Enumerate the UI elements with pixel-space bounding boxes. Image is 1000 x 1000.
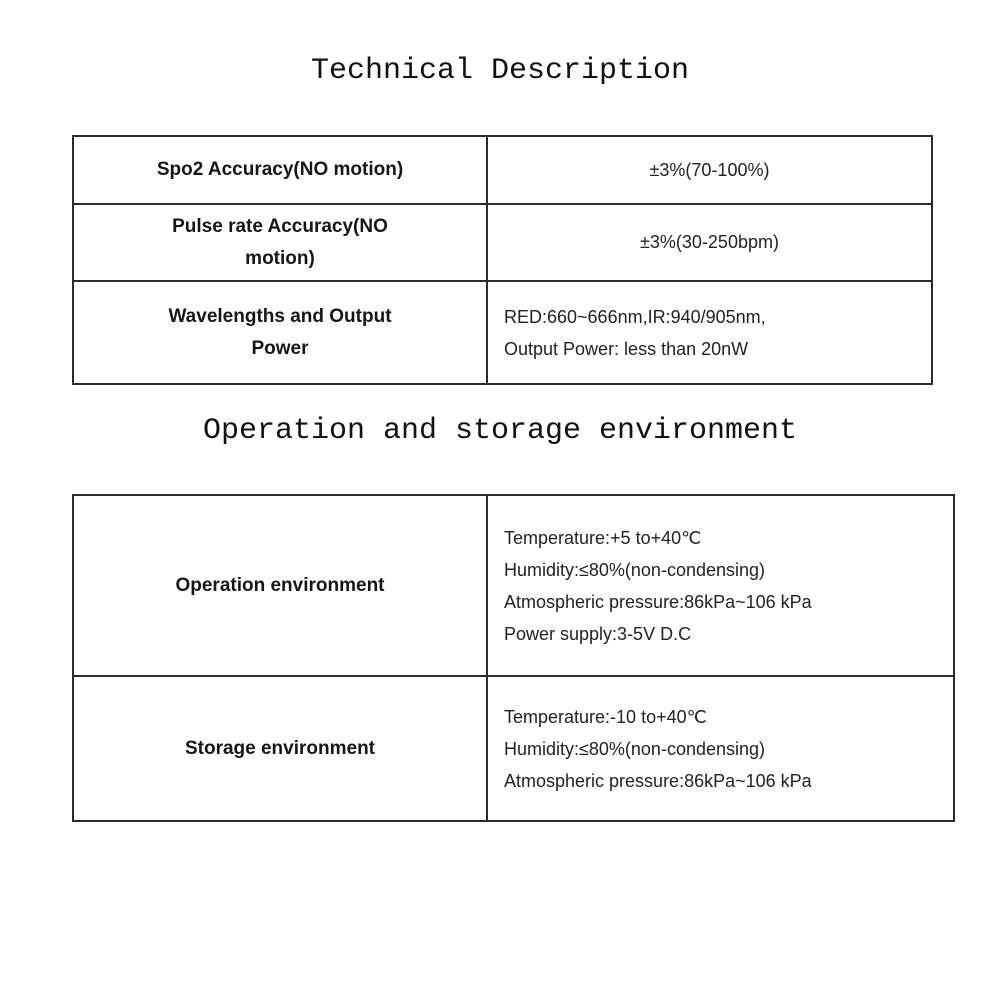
row-value-cell bbox=[487, 495, 954, 676]
row-label: Operation environment bbox=[175, 574, 385, 596]
environment-table bbox=[72, 494, 955, 822]
table-row-spo2-accuracy bbox=[73, 136, 932, 204]
table-row-pulse-rate-accuracy bbox=[73, 204, 932, 281]
row-value: ±3%(30-250bpm) bbox=[487, 204, 932, 281]
section-title-operation-storage-environment: Operation and storage environment bbox=[202, 414, 798, 448]
row-label: Wavelengths and Output Power bbox=[168, 305, 392, 359]
row-label-cell bbox=[73, 281, 487, 384]
row-label: Storage environment bbox=[184, 737, 376, 759]
row-value-line: Power supply:3-5V D.C bbox=[504, 623, 692, 644]
row-value-line: Humidity:≤80%(non-condensing) bbox=[504, 559, 766, 580]
row-value-line: RED:660~666nm,IR:940/905nm, bbox=[504, 306, 766, 327]
row-label-cell bbox=[73, 136, 487, 204]
row-value-line: Output Power: less than 20nW bbox=[504, 338, 749, 359]
row-label-cell bbox=[73, 204, 487, 281]
technical-description-table bbox=[72, 135, 933, 385]
row-label-cell bbox=[73, 495, 487, 676]
row-label: Pulse rate Accuracy(NO motion) bbox=[172, 215, 388, 269]
row-value-line: Atmospheric pressure:86kPa~106 kPa bbox=[504, 770, 812, 791]
row-value-cell bbox=[487, 676, 954, 821]
table-row-wavelengths-output-power bbox=[73, 281, 932, 384]
table-row-storage-environment bbox=[73, 676, 954, 821]
table-row-operation-environment bbox=[73, 495, 954, 676]
row-label-cell bbox=[73, 676, 487, 821]
row-value-cell bbox=[487, 281, 932, 384]
row-value-line: Temperature:-10 to+40℃ bbox=[504, 706, 707, 727]
row-value-line: Temperature:+5 to+40℃ bbox=[504, 527, 702, 548]
row-label: Spo2 Accuracy(NO motion) bbox=[156, 159, 404, 180]
row-value-line: Humidity:≤80%(non-condensing) bbox=[504, 738, 766, 759]
row-value: ±3%(70-100%) bbox=[487, 136, 932, 204]
row-value-line: Atmospheric pressure:86kPa~106 kPa bbox=[504, 591, 812, 612]
section-title-technical-description: Technical Description bbox=[310, 54, 690, 88]
